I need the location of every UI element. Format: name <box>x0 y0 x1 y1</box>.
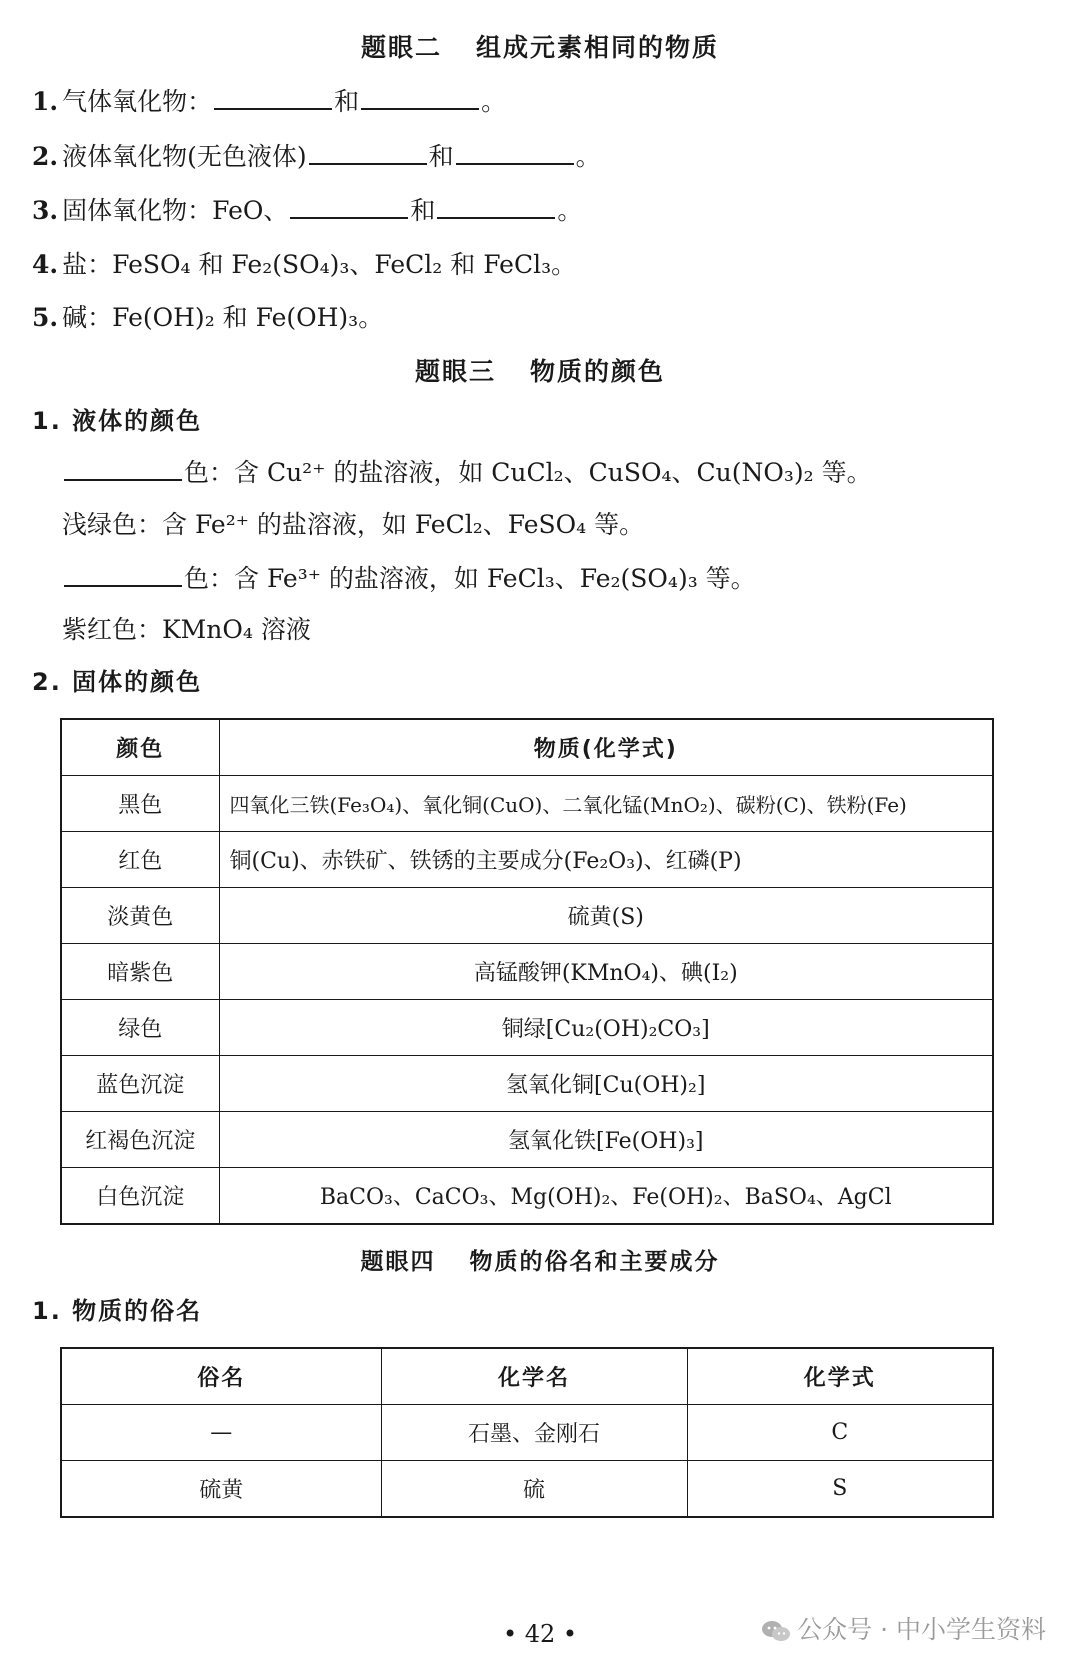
table-header: 化学式 <box>687 1348 993 1405</box>
table-row <box>61 888 993 944</box>
table-cell: 氢氧化铁[Fe(OH)₃] <box>219 1112 993 1168</box>
subsection-title: 2. 固体的颜色 <box>32 668 203 696</box>
watermark <box>761 1610 1046 1646</box>
section-title: 物质的俗名和主要成分 <box>469 1249 720 1275</box>
section-label: 题眼二 <box>360 33 442 62</box>
list-item <box>62 561 756 596</box>
table-cell: 高锰酸钾(KMnO₄)、碘(I₂) <box>219 944 993 1000</box>
table-cell: 铜(Cu)、赤铁矿、铁锈的主要成分(Fe₂O₃)、红磷(P) <box>219 832 993 888</box>
table-cell: S <box>687 1461 993 1518</box>
fill-blank[interactable] <box>361 84 479 110</box>
table-row <box>61 1461 993 1518</box>
item-number: 2. <box>32 142 59 171</box>
list-item <box>32 139 601 174</box>
item-text: 液体氧化物(无色液体) <box>62 142 307 171</box>
table-cell: 红色 <box>61 832 219 888</box>
table-row <box>61 944 993 1000</box>
table-row <box>61 1112 993 1168</box>
table-row <box>61 1405 993 1461</box>
table-cell: 氢氧化铜[Cu(OH)₂] <box>219 1056 993 1112</box>
common-name-table <box>60 1347 994 1518</box>
fill-blank[interactable] <box>214 84 332 110</box>
list-item <box>32 248 576 282</box>
table-row <box>61 776 993 832</box>
table-cell: 黑色 <box>61 776 219 832</box>
table-header: 颜色 <box>61 719 219 776</box>
item-text: 。 <box>575 142 601 171</box>
item-text: 。 <box>557 196 583 225</box>
fill-blank[interactable] <box>290 193 408 219</box>
item-number: 3. <box>32 196 59 225</box>
subsection-title: 1. 物质的俗名 <box>32 1297 203 1325</box>
table-cell: 蓝色沉淀 <box>61 1056 219 1112</box>
table-cell: 硫黄 <box>61 1461 381 1518</box>
table-cell: — <box>61 1405 381 1461</box>
table-cell: 铜绿[Cu₂(OH)₂CO₃] <box>219 1000 993 1056</box>
fill-blank[interactable] <box>64 455 182 481</box>
list-item <box>32 84 506 119</box>
table-header: 化学名 <box>381 1348 687 1405</box>
table-cell: 暗紫色 <box>61 944 219 1000</box>
section-heading-4 <box>0 1243 1080 1276</box>
watermark-text: 公众号 · 中小学生资料 <box>797 1615 1046 1644</box>
table-cell: 四氧化三铁(Fe₃O₄)、氧化铜(CuO)、二氧化锰(MnO₂)、碳粉(C)、铁粉(Fe) <box>219 776 993 832</box>
table-cell: 石墨、金刚石 <box>381 1405 687 1461</box>
table-header: 物质(化学式) <box>219 719 993 776</box>
item-text: 和 <box>334 87 360 116</box>
list-item <box>32 301 383 335</box>
item-text: 和 <box>428 142 454 171</box>
table-header: 俗名 <box>61 1348 381 1405</box>
item-text: 固体氧化物：FeO、 <box>62 196 289 225</box>
wechat-icon <box>761 1619 791 1643</box>
list-item <box>32 193 582 228</box>
section-title: 组成元素相同的物质 <box>476 33 720 62</box>
table-cell: 硫黄(S) <box>219 888 993 944</box>
table-row <box>61 1000 993 1056</box>
list-item: 紫红色：KMnO₄ 溶液 <box>62 615 311 644</box>
item-text: 和 <box>410 196 436 225</box>
item-text: 盐：FeSO₄ 和 Fe₂(SO₄)₃、FeCl₂ 和 FeCl₃。 <box>62 250 577 279</box>
item-text: 碱：Fe(OH)₂ 和 Fe(OH)₃。 <box>62 303 384 332</box>
table-cell: 白色沉淀 <box>61 1168 219 1225</box>
table-cell: 淡黄色 <box>61 888 219 944</box>
section-label: 题眼四 <box>360 1249 436 1275</box>
item-text: 色：含 Fe³⁺ 的盐溶液，如 FeCl₃、Fe₂(SO₄)₃ 等。 <box>184 564 756 593</box>
fill-blank[interactable] <box>64 561 182 587</box>
item-number: 1. <box>32 87 59 116</box>
table-header-row <box>61 1348 993 1405</box>
page-number: • 42 • <box>502 1620 578 1648</box>
section-heading-3 <box>0 352 1080 388</box>
list-item <box>62 455 872 490</box>
table-cell: BaCO₃、CaCO₃、Mg(OH)₂、Fe(OH)₂、BaSO₄、AgCl <box>219 1168 993 1225</box>
table-cell: 绿色 <box>61 1000 219 1056</box>
item-number: 5. <box>32 303 59 332</box>
section-label: 题眼三 <box>414 357 496 386</box>
section-heading-2 <box>0 28 1080 64</box>
solid-color-table <box>60 718 994 1225</box>
item-number: 4. <box>32 250 59 279</box>
item-text: 色：含 Cu²⁺ 的盐溶液，如 CuCl₂、CuSO₄、Cu(NO₃)₂ 等。 <box>184 458 872 487</box>
fill-blank[interactable] <box>456 139 574 165</box>
item-text: 。 <box>481 87 507 116</box>
section-title: 物质的颜色 <box>530 357 666 386</box>
table-header-row <box>61 719 993 776</box>
table-cell: C <box>687 1405 993 1461</box>
subsection-title: 1. 液体的颜色 <box>32 407 203 435</box>
fill-blank[interactable] <box>309 139 427 165</box>
table-row <box>61 832 993 888</box>
list-item: 浅绿色：含 Fe²⁺ 的盐溶液，如 FeCl₂、FeSO₄ 等。 <box>62 510 645 539</box>
table-cell: 红褐色沉淀 <box>61 1112 219 1168</box>
item-text: 气体氧化物： <box>62 87 213 116</box>
table-row <box>61 1168 993 1225</box>
table-row <box>61 1056 993 1112</box>
fill-blank[interactable] <box>437 193 555 219</box>
table-cell: 硫 <box>381 1461 687 1518</box>
